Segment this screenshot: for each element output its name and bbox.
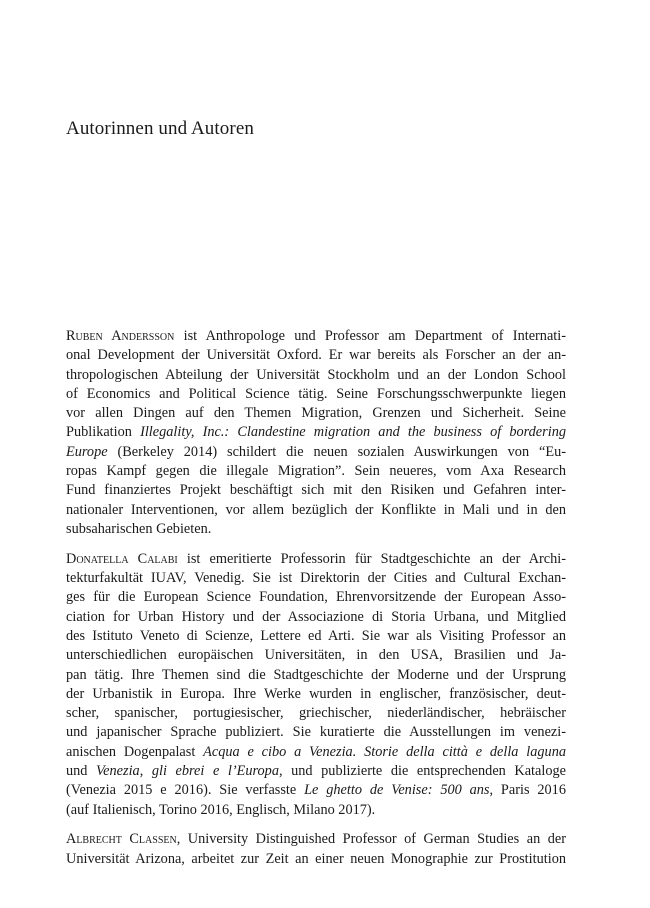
book-title: Acqua e cibo a Venezia. Storie della città e della laguna <box>203 743 566 760</box>
bio-text: ciation for Urban History und der Associazione di Storia Urbana, und Mitglied <box>66 608 566 625</box>
bio-text: , Paris 2016 <box>489 782 566 799</box>
bio-text: scher, spanischer, portugiesischer, griechischer, niederländischer, hebräischer <box>66 705 566 722</box>
author-bio <box>66 327 566 539</box>
bio-line <box>66 385 566 404</box>
bio-line <box>66 443 566 462</box>
bio-line <box>66 685 566 704</box>
book-title: Le ghetto de Venise: 500 ans <box>304 782 490 799</box>
bio-line <box>66 627 566 646</box>
bio-text: (Berkeley 2014) schildert die neuen sozialen Auswirkungen von “Eu- <box>107 443 566 460</box>
bio-line <box>66 646 566 665</box>
bio-text: ist emeritierte Professorin für Stadtgeschichte an der Archi- <box>177 550 567 567</box>
bio-text: vor allen Dingen auf den Themen Migration, Grenzen und Sicherheit. Seine <box>66 405 566 422</box>
bio-text: Publikation <box>66 424 141 441</box>
bio-text: onal Development der Universität Oxford. Er war bereits als Forscher an der an- <box>66 347 566 364</box>
bio-text: nationaler Interventionen, vor allem bezüglich der Konflikte in Mali und in den <box>66 501 566 518</box>
bio-text: anischen Dogenpalast <box>66 743 204 760</box>
bio-text: und <box>66 763 97 780</box>
bio-text: (auf Italienisch, Torino 2016, Englisch, Milano 2017). <box>66 801 376 818</box>
bio-line <box>66 423 566 442</box>
author-name: Albrecht Classen <box>66 831 177 848</box>
bio-text: , University Distinguished Professor of German Studies an der <box>176 831 566 848</box>
bio-text: tekturfakultät IUAV, Venedig. Sie ist Direktorin der Cities and Cultural Exchan- <box>66 570 566 587</box>
bio-text: subsaharischen Gebieten. <box>66 520 212 537</box>
bio-line <box>66 404 566 423</box>
bio-text: of Economics and Political Science tätig. Seine Forschungsschwerpunkte liegen <box>66 385 566 402</box>
author-name: Donatella Calabi <box>66 550 178 567</box>
bio-line <box>66 723 566 742</box>
bio-text: unterschiedlichen europäischen Universitäten, in den USA, Brasilien und Ja- <box>66 647 566 664</box>
bio-text: ges für die European Science Foundation, Ehrenvorsitzende der European Asso- <box>66 589 566 606</box>
bio-text: pan tätig. Ihre Themen sind die Stadtgeschichte der Moderne und der Ursprung <box>66 666 566 683</box>
bio-line <box>66 850 566 869</box>
bio-text: Fund finanziertes Projekt beschäftigt sich mit den Risiken und Gefahren inter- <box>66 482 566 499</box>
bio-line <box>66 520 566 539</box>
bio-text: und japanischer Sprache publiziert. Sie kuratierte die Ausstellungen im venezi- <box>66 724 566 741</box>
bio-text: der Urbanistik in Europa. Ihre Werke wurden in englischer, französischer, deut- <box>66 685 566 702</box>
bio-text: thropologischen Abteilung der Universität Stockholm und an der London School <box>66 366 566 383</box>
bio-text: , und publizierte die entsprechenden Kataloge <box>278 763 566 780</box>
bio-line <box>66 830 566 849</box>
bio-text: ist Anthropologe und Professor am Department of Internati- <box>174 328 566 344</box>
book-title: Venezia, gli ebrei e l’Europa <box>96 763 279 780</box>
bio-text: ropas Kampf gegen die illegale Migration”. Sein neueres, vom Axa Research <box>66 463 566 480</box>
bio-text: (Venezia 2015 e 2016). Sie verfasste <box>66 782 305 799</box>
bio-line <box>66 762 566 781</box>
bio-line <box>66 704 566 723</box>
author-bio <box>66 830 566 869</box>
book-title: Europe <box>66 443 108 460</box>
author-biographies <box>66 327 566 880</box>
bio-line <box>66 588 566 607</box>
bio-line <box>66 569 566 588</box>
bio-line <box>66 346 566 365</box>
bio-text: des Istituto Veneto di Scienze, Lettere ed Arti. Sie war als Visiting Professor an <box>66 627 566 644</box>
book-title: Illegality, Inc.: Clandestine migration and the business of bordering <box>140 424 566 441</box>
bio-text: Universität Arizona, arbeitet zur Zeit an einer neuen Monographie zur Prostitution <box>66 850 566 867</box>
author-name: Ruben Andersson <box>66 328 175 344</box>
bio-line <box>66 666 566 685</box>
bio-line <box>66 743 566 762</box>
bio-line <box>66 327 566 346</box>
page-heading: Autorinnen und Autoren <box>66 118 254 139</box>
bio-line <box>66 608 566 627</box>
bio-line <box>66 462 566 481</box>
bio-line <box>66 801 566 820</box>
author-bio <box>66 550 566 820</box>
bio-line <box>66 781 566 800</box>
bio-line <box>66 366 566 385</box>
bio-line <box>66 501 566 520</box>
bio-line <box>66 550 566 569</box>
bio-line <box>66 481 566 500</box>
